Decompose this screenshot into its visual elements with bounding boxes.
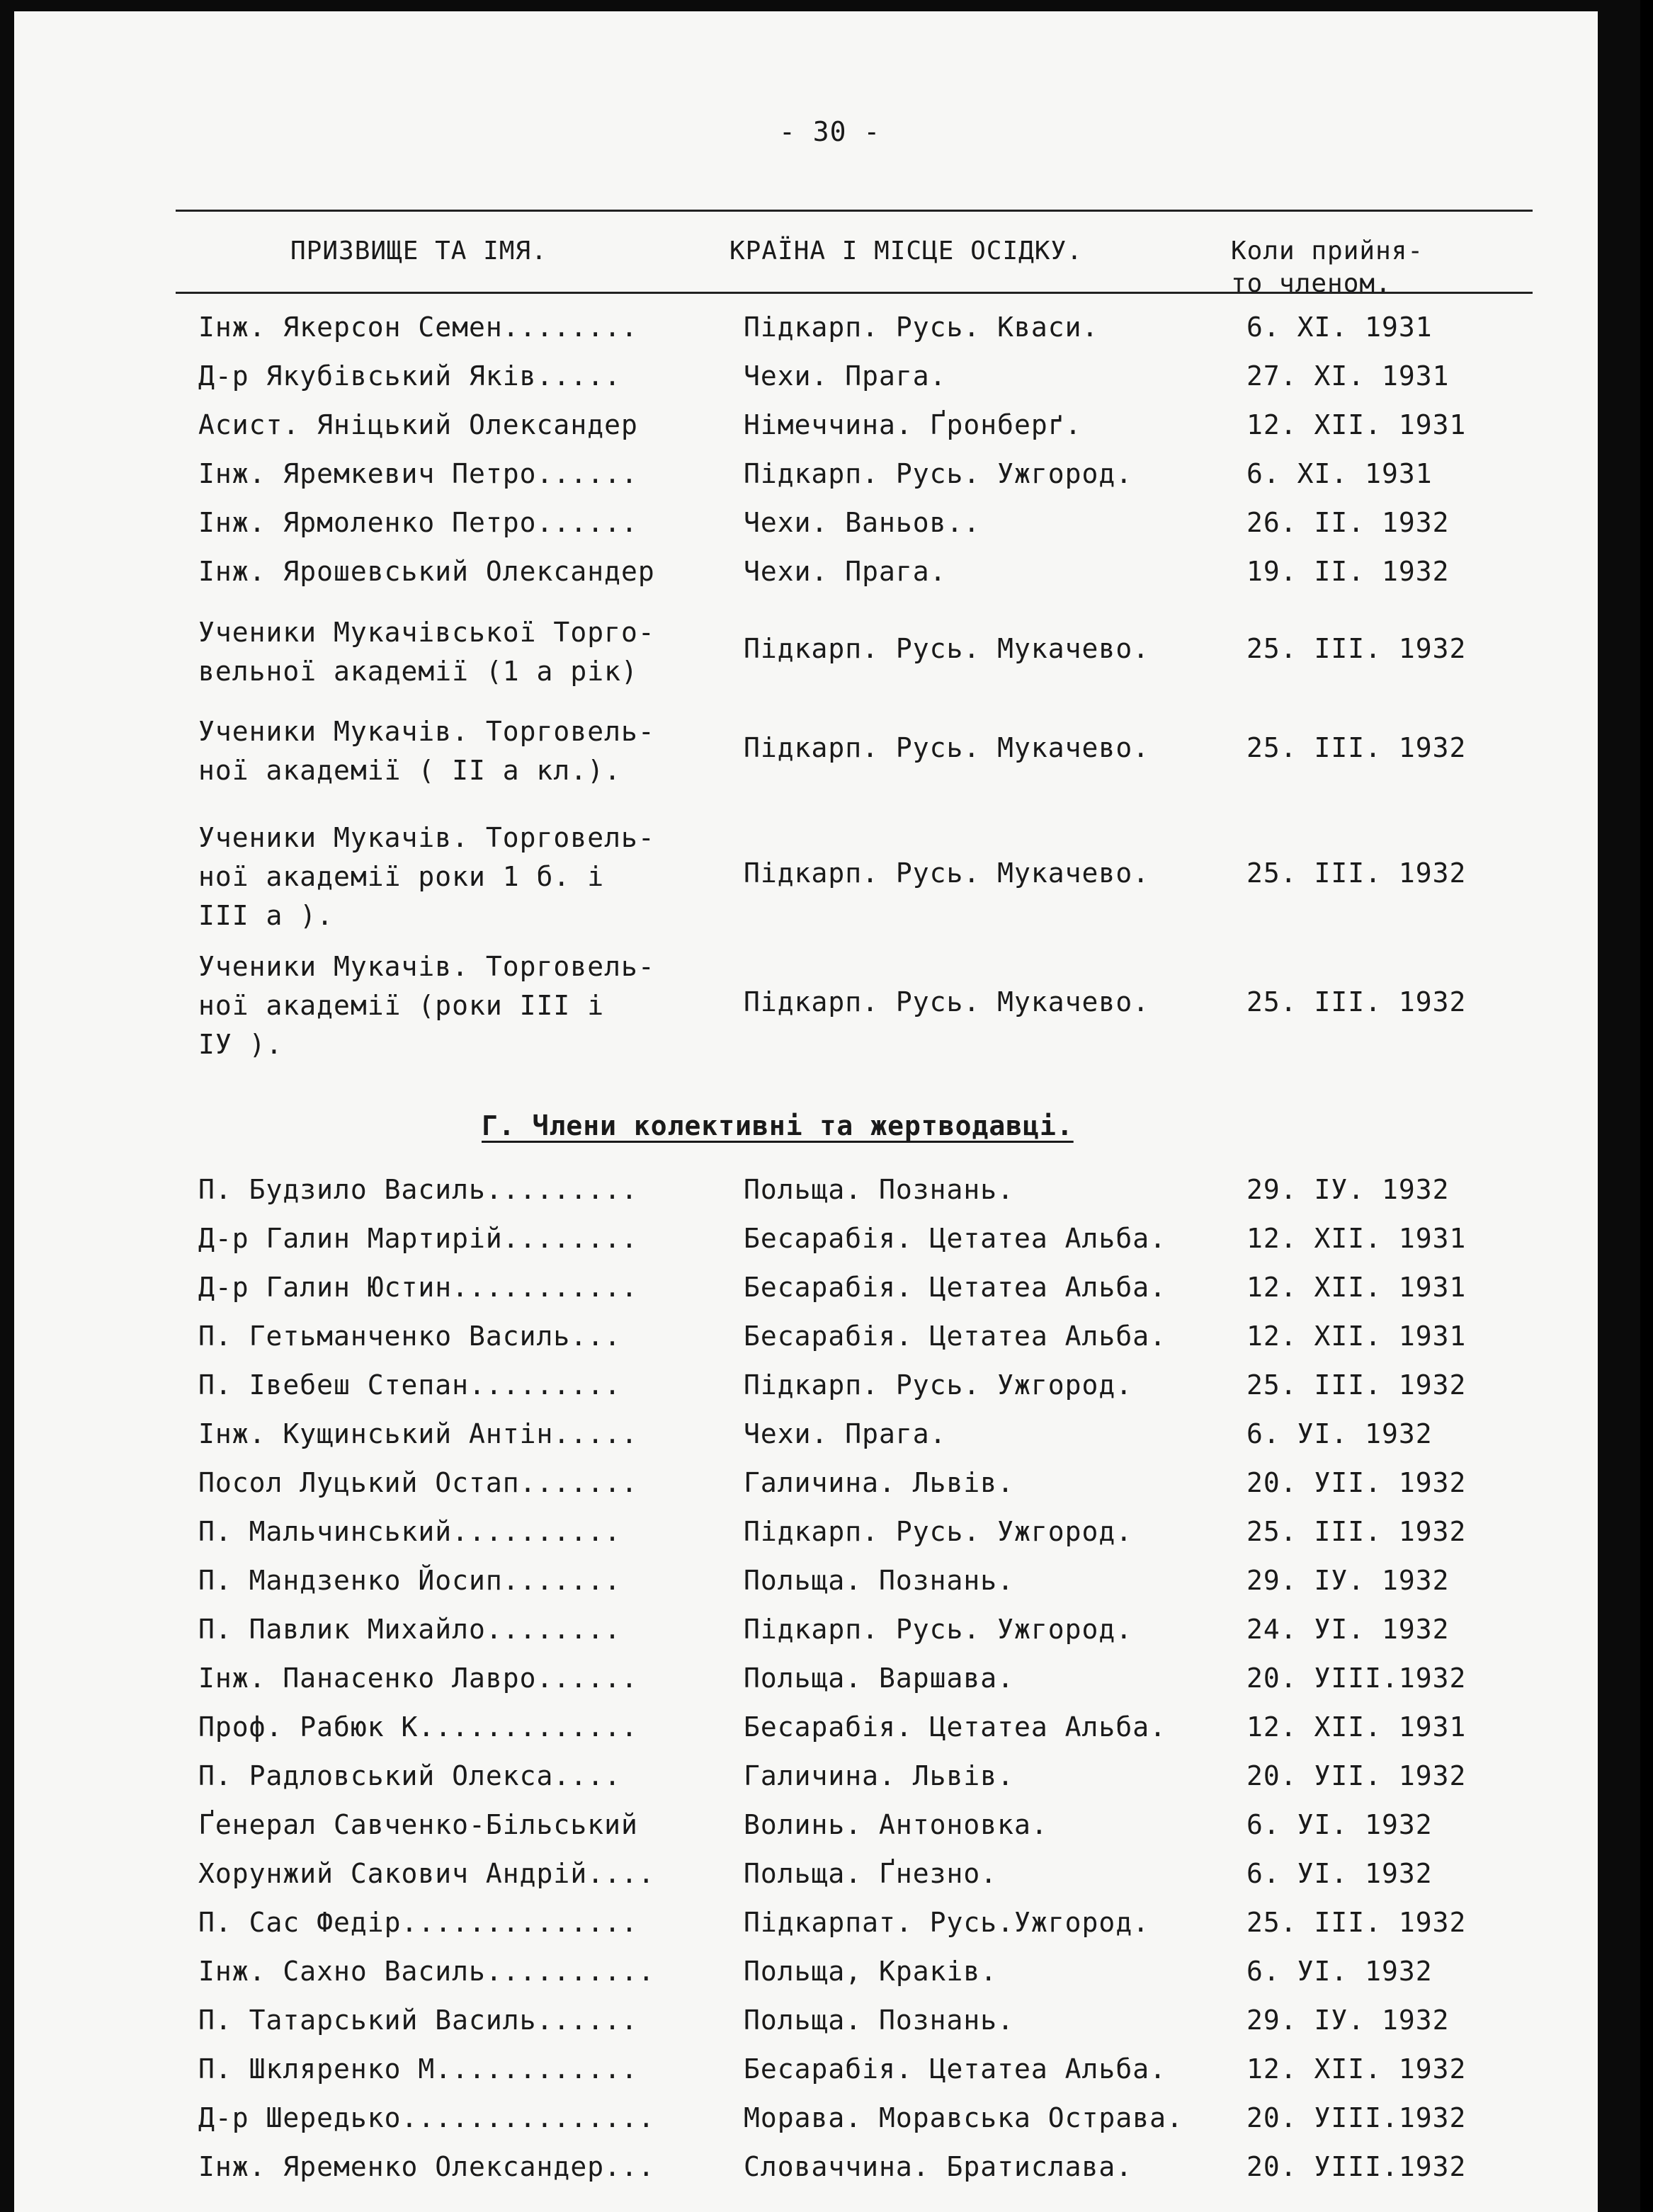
column-header-name: ПРИЗВИЩЕ ТА ІМЯ. (290, 236, 547, 266)
member-date: 20. УIII.1932 (1246, 1663, 1467, 1694)
member-name: Ученики Мукачів. Торговель- ної академії роки 1 б. і III а ). (198, 822, 655, 931)
member-date: 20. УII. 1932 (1246, 1467, 1467, 1498)
member-date: 20. УIII.1932 (1246, 2102, 1467, 2133)
table-row (198, 2151, 1530, 2187)
column-header-country: КРАЇНА І МІСЦЕ ОСІДКУ. (729, 236, 1083, 266)
member-place: Підкарп. Русь. Ужгород. (744, 1516, 1133, 1547)
member-place: Чехи. Ваньов.. (744, 507, 981, 538)
table-row (198, 360, 1530, 396)
member-name: П. Гетьманченко Василь... (198, 1321, 621, 1352)
table-row (198, 1711, 1530, 1747)
member-place: Підкарп. Русь. Ужгород. (744, 1614, 1133, 1645)
member-name: Д-р Галин Мартирій........ (198, 1223, 638, 1254)
member-name: Ґенерал Савченко-Більський (198, 1809, 638, 1840)
member-name: Асист. Яніцький Олександер (198, 409, 638, 440)
member-date: 12. XII. 1932 (1246, 2053, 1467, 2085)
member-place: Підкарп. Русь. Ужгород. (744, 458, 1133, 489)
member-name: Хорунжий Сакович Андрій.... (198, 1858, 655, 1889)
member-place: Підкарп. Русь. Мукачево. (744, 732, 1150, 763)
table-row (198, 1223, 1530, 1258)
table-row (198, 2005, 1530, 2040)
member-name: П. Сас Федір.............. (198, 1907, 638, 1938)
member-date: 12. XII. 1931 (1246, 1321, 1467, 1352)
member-name: П. Шкляренко М............ (198, 2053, 638, 2085)
table-row (198, 1516, 1530, 1551)
column-header-when-line1: Коли прийня- (1231, 236, 1424, 266)
member-name: Ученики Мукачівської Торго- вельної академії (1 а рік) (198, 617, 655, 687)
member-date: 20. УII. 1932 (1246, 1760, 1467, 1791)
member-date: 25. III. 1932 (1246, 986, 1467, 1017)
member-place: Польща. Познань. (744, 2005, 1015, 2036)
table-row (198, 1614, 1530, 1649)
table-row (198, 1321, 1530, 1356)
member-date: 25. III. 1932 (1246, 1516, 1467, 1547)
member-date: 12. XII. 1931 (1246, 1272, 1467, 1303)
member-place: Бесарабія. Цетатеа Альба. (744, 1272, 1166, 1303)
member-name: Інж. Кущинський Антін..... (198, 1418, 638, 1449)
member-place: Чехи. Прага. (744, 1418, 947, 1449)
table-row (198, 1760, 1530, 1796)
table-row (198, 2102, 1530, 2138)
table-row (198, 1467, 1530, 1503)
member-name: Інж. Панасенко Лавро...... (198, 1663, 638, 1694)
member-date: 29. IУ. 1932 (1246, 2005, 1450, 2036)
table-row (198, 1858, 1530, 1893)
member-place: Підкарп. Русь. Мукачево. (744, 857, 1150, 889)
member-name: П. Мандзенко Йосип....... (198, 1565, 621, 1596)
table-row (198, 1174, 1530, 1209)
member-date: 25. III. 1932 (1246, 1369, 1467, 1401)
member-place: Підкарпат. Русь.Ужгород. (744, 1907, 1150, 1938)
member-name: П. Мальчинський.......... (198, 1516, 621, 1547)
member-date: 6. УI. 1932 (1246, 1809, 1433, 1840)
member-place: Галичина. Львів. (744, 1467, 1015, 1498)
table-row (198, 1369, 1530, 1405)
document-page (14, 11, 1598, 2212)
member-date: 6. УI. 1932 (1246, 1418, 1433, 1449)
member-date: 29. IУ. 1932 (1246, 1174, 1450, 1205)
member-place: Польща, Краків. (744, 1956, 998, 1987)
member-date: 12. XII. 1931 (1246, 1223, 1467, 1254)
member-place: Чехи. Прага. (744, 556, 947, 587)
member-name: Д-р Галин Юстин........... (198, 1272, 638, 1303)
member-name: Д-р Якубівський Яків..... (198, 360, 621, 392)
table-row (198, 1663, 1530, 1698)
column-header-when-line2: то членом. (1231, 269, 1392, 298)
scan-edge (1640, 0, 1653, 2212)
member-date: 20. УIII.1932 (1246, 2151, 1467, 2182)
member-date: 25. III. 1932 (1246, 1907, 1467, 1938)
table-row (198, 507, 1530, 542)
header-rule-top (176, 210, 1533, 212)
member-name: Проф. Рабюк К............. (198, 1711, 638, 1743)
member-name: Посол Луцький Остап....... (198, 1467, 638, 1498)
page-number: - 30 - (779, 116, 881, 147)
member-date: 6. УI. 1932 (1246, 1956, 1433, 1987)
table-row (198, 1956, 1530, 1991)
member-place: Польща. Познань. (744, 1174, 1015, 1205)
member-date: 26. II. 1932 (1246, 507, 1450, 538)
member-place: Підкарп. Русь. Кваси. (744, 312, 1099, 343)
member-date: 24. УI. 1932 (1246, 1614, 1450, 1645)
member-place: Бесарабія. Цетатеа Альба. (744, 1223, 1166, 1254)
member-name: Ученики Мукачів. Торговель- ної академії ( II а кл.). (198, 716, 655, 786)
member-date: 25. III. 1932 (1246, 732, 1467, 763)
table-row (198, 312, 1530, 347)
member-place: Чехи. Прага. (744, 360, 947, 392)
member-place: Бесарабія. Цетатеа Альба. (744, 1711, 1166, 1743)
table-row (198, 1907, 1530, 1942)
section-title: Г. Члени колективні та жертводавці. (482, 1110, 1074, 1141)
member-date: 12. XII. 1931 (1246, 409, 1467, 440)
table-row (198, 1809, 1530, 1845)
member-date: 29. IУ. 1932 (1246, 1565, 1450, 1596)
member-place: Підкарп. Русь. Мукачево. (744, 633, 1150, 664)
member-name: Д-р Шередько............... (198, 2102, 655, 2133)
member-place: Галичина. Львів. (744, 1760, 1015, 1791)
member-name: П. Павлик Михайло........ (198, 1614, 621, 1645)
table-row (198, 1272, 1530, 1307)
member-name: П. Івебеш Степан......... (198, 1369, 621, 1401)
member-place: Підкарп. Русь. Мукачево. (744, 986, 1150, 1017)
member-date: 6. XI. 1931 (1246, 312, 1433, 343)
table-row (198, 458, 1530, 494)
member-name: П. Будзило Василь......... (198, 1174, 638, 1205)
member-date: 6. XI. 1931 (1246, 458, 1433, 489)
member-name: Інж. Яременко Олександер... (198, 2151, 655, 2182)
member-name: Інж. Якерсон Семен........ (198, 312, 638, 343)
column-header-when (1231, 235, 1424, 300)
member-place: Бесарабія. Цетатеа Альба. (744, 2053, 1166, 2085)
member-name: Ученики Мукачів. Торговель- ної академії (роки III і IУ ). (198, 951, 655, 1060)
member-place: Бесарабія. Цетатеа Альба. (744, 1321, 1166, 1352)
table-row (198, 556, 1530, 591)
member-place: Польща. Варшава. (744, 1663, 1015, 1694)
member-name: Інж. Ярмоленко Петро...... (198, 507, 638, 538)
member-place: Волинь. Антоновка. (744, 1809, 1048, 1840)
member-date: 19. II. 1932 (1246, 556, 1450, 587)
table-row (198, 2053, 1530, 2089)
member-date: 6. УI. 1932 (1246, 1858, 1433, 1889)
member-date: 25. III. 1932 (1246, 857, 1467, 889)
member-place: Польща. Ґнезно. (744, 1858, 998, 1889)
member-place: Морава. Моравська Острава. (744, 2102, 1183, 2133)
member-date: 12. XII. 1931 (1246, 1711, 1467, 1743)
member-name: П. Радловський Олекса.... (198, 1760, 621, 1791)
header-rule-bottom (176, 292, 1533, 294)
member-date: 27. XI. 1931 (1246, 360, 1450, 392)
member-name: Інж. Сахно Василь.......... (198, 1956, 655, 1987)
member-place: Словаччина. Братислава. (744, 2151, 1133, 2182)
member-place: Підкарп. Русь. Ужгород. (744, 1369, 1133, 1401)
member-name: Інж. Ярошевський Олександер (198, 556, 655, 587)
table-row (198, 1565, 1530, 1600)
member-date: 25. III. 1932 (1246, 633, 1467, 664)
table-row (198, 1418, 1530, 1454)
member-name: П. Татарський Василь...... (198, 2005, 638, 2036)
member-name: Інж. Яремкевич Петро...... (198, 458, 638, 489)
member-place: Німеччина. Ґронберґ. (744, 409, 1082, 440)
member-place: Польща. Познань. (744, 1565, 1015, 1596)
table-row (198, 409, 1530, 445)
